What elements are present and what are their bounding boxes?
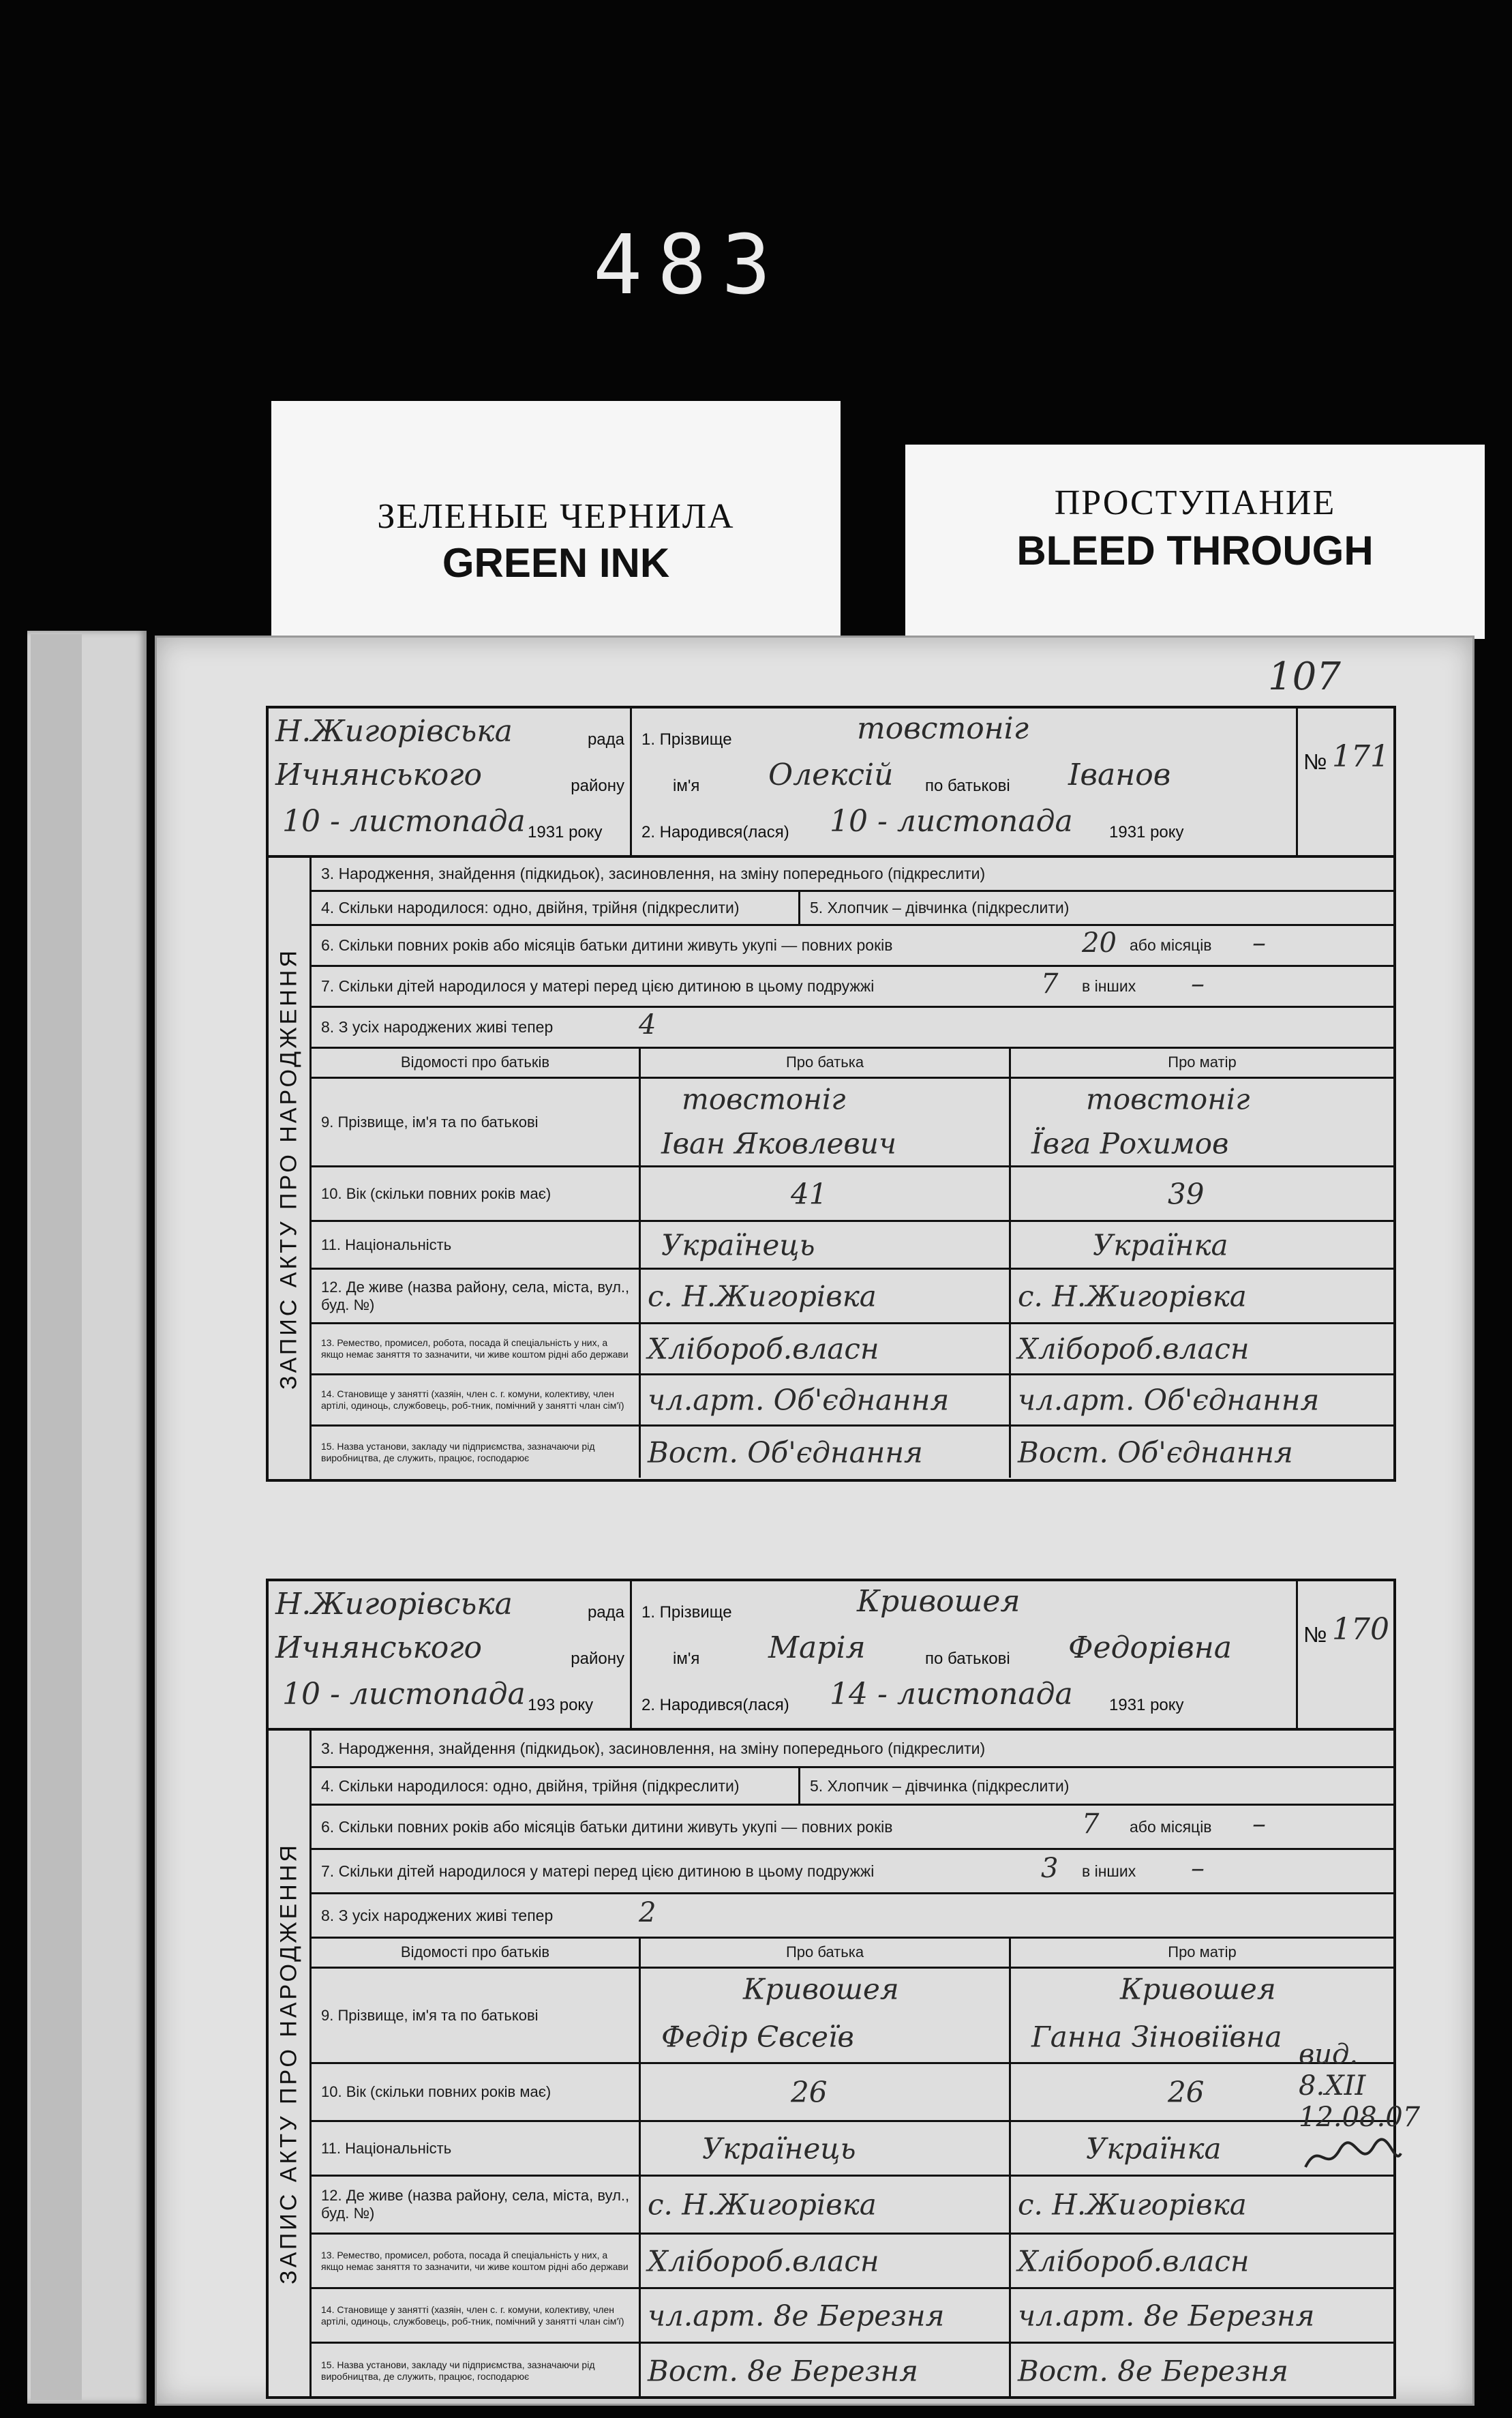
child-patronymic: Іванов [1068, 758, 1171, 792]
mother-col [1011, 1049, 1393, 1478]
child-surname: Кривошея [857, 1584, 1020, 1619]
registry-block [269, 1581, 632, 1728]
mother-position-cell [1011, 2289, 1393, 2344]
child-name: Олексій [768, 758, 894, 792]
green-ink-label-ru: ЗЕЛЕНЫЕ ЧЕРНИЛА [377, 497, 735, 536]
born-year-prefix: 193 [1109, 823, 1137, 841]
record-rows [312, 1731, 1393, 2396]
parents-labels-col [312, 1049, 641, 1478]
row-7-label: 7. Скільки дітей народилося у матері перед цією дитиною в цьому подружжі [321, 977, 875, 995]
years-together: 7 [1082, 1808, 1100, 1840]
p13-label: 13. Ремество, промисел, робота, посада й спеціальність у них, а якщо немає заняття то зазначити, чи живе коштом рідні або держави [321, 2249, 629, 2272]
born-label: 2. Народився(лася) [641, 823, 789, 841]
father-nationality-cell [641, 2122, 1009, 2177]
p14-label: 14. Становище у занятті (хазяін, член с. г. комуни, колективу, член артілі, одиноць, службовець, роб-тник, помічний у занятті члан сім'ї) [321, 2303, 624, 2327]
bleed-through-label-en: BLEED THROUGH [1016, 528, 1374, 573]
row-7 [312, 967, 1393, 1008]
p9-label-cell [312, 1969, 639, 2064]
mother-header: Про матір [1011, 1049, 1393, 1079]
margin-note-line1: вид. [1299, 2039, 1359, 2070]
record-body [269, 858, 1393, 1479]
row-5-label: 5. Хлопчик – дівчинка (підкреслити) [810, 1776, 1070, 1795]
mother-workplace-cell [1011, 2344, 1393, 2398]
father-position: чл.арт. 8е Березня [648, 2299, 945, 2332]
mother-address-cell [1011, 1270, 1393, 1324]
number-label: № [1303, 749, 1327, 774]
born-year-suffix: року [1150, 823, 1184, 841]
father-position-cell [641, 1375, 1009, 1427]
mother-nationality: Українка [1086, 2132, 1222, 2165]
mother-surname: товстоніг [1086, 1082, 1250, 1116]
row-8 [312, 1894, 1393, 1939]
row-6 [312, 926, 1393, 967]
father-occupation-cell [641, 1324, 1009, 1375]
mother-fullname-cell [1011, 1079, 1393, 1167]
record-number: 171 [1332, 739, 1389, 774]
row-3 [312, 1731, 1393, 1768]
mother-surname: Кривошея [1120, 1972, 1276, 2006]
born-year-digit: 1 [1136, 1696, 1146, 1714]
mother-occupation-cell [1011, 2235, 1393, 2289]
birth-record-2 [266, 1579, 1396, 2399]
row-4-5 [312, 892, 1393, 926]
father-workplace: Вост. 8е Березня [648, 2354, 918, 2388]
record-header [269, 708, 1393, 858]
row-4-label: 4. Скільки народилося: одно, двійня, трійня (підкреслити) [312, 892, 800, 924]
children-other: – [1191, 1853, 1205, 1884]
father-age-cell [641, 1167, 1009, 1222]
record-year-suffix: року [559, 1696, 594, 1714]
record-year [528, 1696, 593, 1715]
p15-label-cell [312, 1427, 639, 1478]
record-header [269, 1581, 1393, 1731]
p12-label: 12. Де живе (назва району, села, міста, вул., буд. №) [321, 1278, 630, 1313]
p10-label: 10. Вік (скільки повних років має) [321, 1184, 551, 1202]
p10-label-cell [312, 1167, 639, 1222]
child-surname: товстоніг [857, 711, 1029, 746]
father-occupation: Хлібороб.власн [648, 2244, 879, 2278]
father-surname: товстоніг [682, 1082, 846, 1116]
born-year [1109, 1696, 1184, 1715]
mother-address: с. Н.Жигорівка [1018, 1279, 1247, 1313]
margin-note-line2: 8.XII [1299, 2070, 1366, 2102]
bleed-through-label-ru: ПРОСТУПАНИЕ [1054, 483, 1336, 522]
father-position-cell [641, 2289, 1009, 2344]
father-name: Федір Євсеїв [661, 2020, 854, 2054]
mother-age-cell [1011, 1167, 1393, 1222]
record-number-block [1296, 1581, 1393, 1728]
row-3-label: 3. Народження, знайдення (підкидьок), засиновлення, на зміну попереднього (підкреслити) [321, 865, 986, 882]
born-year-digit: 1 [1136, 823, 1146, 841]
father-address-cell [641, 2177, 1009, 2235]
p15-label-cell [312, 2344, 639, 2398]
p9-label: 9. Прізвище, ім'я та по батькові [321, 1113, 539, 1131]
row-4-5 [312, 1768, 1393, 1806]
father-occupation-cell [641, 2235, 1009, 2289]
born-year [1109, 823, 1184, 842]
father-address-cell [641, 1270, 1009, 1324]
mother-position-cell [1011, 1375, 1393, 1427]
mother-header: Про матір [1011, 1939, 1393, 1969]
rada-label: рада [587, 730, 624, 749]
patronymic-label: по батькові [925, 1650, 1010, 1668]
p13-label-cell [312, 2235, 639, 2289]
parents-table [312, 1939, 1393, 2398]
mother-workplace-cell [1011, 1427, 1393, 1478]
father-col [641, 1939, 1011, 2398]
p11-label: 11. Національність [321, 1236, 452, 1253]
row-7-other-label: в інших [1082, 1862, 1136, 1880]
birth-record-1 [266, 706, 1396, 1482]
children-alive: 2 [639, 1897, 656, 1928]
rada-value: Н.Жигорівська [275, 714, 513, 749]
father-workplace-cell [641, 1427, 1009, 1478]
row-6-label: 6. Скільки повних років або місяців батьки дитини живуть укупі — повних років [321, 936, 893, 954]
mother-occupation-cell [1011, 1324, 1393, 1375]
record-rows [312, 858, 1393, 1479]
p13-label: 13. Ремество, промисел, робота, посада й спеціальність у них, а якщо немає заняття то зазначити, чи живе коштом рідні або держави [321, 1337, 629, 1360]
record-year-prefix: 193 [528, 1696, 556, 1714]
mother-name: Ганна Зіновіївна [1031, 2020, 1282, 2054]
months-together: – [1252, 1808, 1266, 1840]
mother-position: чл.арт. Об'єднання [1018, 1383, 1320, 1417]
row-7 [312, 1850, 1393, 1894]
p15-label: 15. Назва установи, закладу чи підприємства, зазначаючи рід виробництва, де служить, працює, господарює [321, 2359, 595, 2382]
mother-age: 39 [1168, 1177, 1205, 1210]
father-address: с. Н.Жигорівка [648, 2188, 877, 2222]
patronymic-label: по батькові [925, 777, 1010, 795]
p10-label: 10. Вік (скільки повних років має) [321, 2083, 551, 2100]
side-title [269, 1731, 312, 2396]
children-before: 3 [1041, 1853, 1059, 1884]
months-together: – [1252, 927, 1266, 959]
mother-occupation: Хлібороб.власн [1018, 2244, 1250, 2278]
row-8-label: 8. З усіх народжених живі тепер [321, 1906, 554, 1924]
record-number: 170 [1332, 1612, 1389, 1647]
row-4-label: 4. Скільки народилося: одно, двійня, трійня (підкреслити) [312, 1768, 800, 1804]
child-born: 10 - листопада [830, 804, 1073, 839]
born-year-prefix: 193 [1109, 1696, 1137, 1714]
children-other: – [1191, 968, 1205, 1000]
margin-note-line3: 12.08.07 [1299, 2102, 1421, 2133]
number-label: № [1303, 1622, 1327, 1647]
row-6-label: 6. Скільки повних років або місяців батьки дитини живуть укупі — повних років [321, 1817, 893, 1836]
p9-label-cell [312, 1079, 639, 1167]
record-date: 10 - листопада [282, 804, 526, 839]
p11-label-cell [312, 1222, 639, 1270]
father-workplace-cell [641, 2344, 1009, 2398]
father-position: чл.арт. Об'єднання [648, 1383, 950, 1417]
p14-label-cell [312, 1375, 639, 1427]
father-fullname-cell [641, 1079, 1009, 1167]
record-date: 10 - листопада [282, 1677, 526, 1712]
signature-scribble [1299, 2133, 1449, 2181]
raion-label: району [571, 1650, 624, 1668]
row-6-months-label: або місяців [1130, 936, 1212, 954]
record-year-suffix: року [569, 823, 603, 841]
p11-label: 11. Національність [321, 2139, 452, 2157]
father-surname: Кривошея [743, 1972, 899, 2006]
father-fullname-cell [641, 1969, 1009, 2064]
p10-label-cell [312, 2064, 639, 2122]
parents-header: Відомості про батьків [312, 1939, 639, 1969]
father-header: Про батька [641, 1939, 1009, 1969]
row-7-other-label: в інших [1082, 977, 1136, 995]
father-occupation: Хлібороб.власн [648, 1332, 879, 1366]
p9-label: 9. Прізвище, ім'я та по батькові [321, 2006, 539, 2024]
child-patronymic: Федорівна [1068, 1630, 1233, 1665]
side-title [269, 858, 312, 1479]
mother-address: с. Н.Жигорівка [1018, 2188, 1247, 2222]
record-year [528, 823, 603, 842]
children-alive: 4 [639, 1009, 656, 1041]
name-label: ім'я [673, 777, 700, 795]
record-year-prefix: 193 [528, 823, 556, 841]
p12-label-cell [312, 2177, 639, 2235]
born-year-suffix: року [1150, 1696, 1184, 1714]
p13-label-cell [312, 1324, 639, 1375]
father-age: 41 [791, 1177, 828, 1210]
bleed-through-label [905, 445, 1485, 639]
child-born: 14 - листопада [830, 1677, 1073, 1712]
child-name: Марія [768, 1630, 866, 1665]
margin-note [1299, 2039, 1449, 2181]
green-ink-label-en: GREEN INK [442, 540, 670, 586]
side-title-text: ЗАПИС АКТУ ПРО НАРОДЖЕННЯ [275, 1842, 302, 2284]
page-number-handwritten: 107 [1268, 655, 1341, 699]
row-3-label: 3. Народження, знайдення (підкидьок), засиновлення, на зміну попереднього (підкреслити) [321, 1739, 986, 1757]
mother-address-cell [1011, 2177, 1393, 2235]
father-name: Іван Яковлевич [661, 1126, 897, 1161]
mother-age: 26 [1168, 2075, 1205, 2109]
mother-workplace: Вост. 8е Березня [1018, 2354, 1288, 2388]
row-8 [312, 1008, 1393, 1049]
mother-position: чл.арт. 8е Березня [1018, 2299, 1315, 2332]
father-col [641, 1049, 1011, 1478]
row-6 [312, 1806, 1393, 1850]
registry-block [269, 708, 632, 855]
mother-nationality: Українка [1093, 1228, 1228, 1262]
p11-label-cell [312, 2122, 639, 2177]
p14-label-cell [312, 2289, 639, 2344]
child-block [632, 708, 1296, 855]
record-year-digit: 1 [555, 823, 564, 841]
surname-label: 1. Прізвище [641, 1603, 732, 1622]
row-7-label: 7. Скільки дітей народилося у матері перед цією дитиною в цьому подружжі [321, 1862, 875, 1880]
mother-name: Ївга Рохимов [1031, 1126, 1229, 1161]
mother-nationality-cell [1011, 1222, 1393, 1270]
parents-header: Відомості про батьків [312, 1049, 639, 1079]
child-block [632, 1581, 1296, 1728]
row-8-label: 8. З усіх народжених живі тепер [321, 1018, 554, 1036]
father-nationality: Українець [702, 2132, 856, 2165]
years-together: 20 [1082, 927, 1117, 959]
mother-workplace: Вост. Об'єднання [1018, 1435, 1293, 1469]
p15-label: 15. Назва установи, закладу чи підприємства, зазначаючи рід виробництва, де служить, працює, господарює [321, 1440, 595, 1463]
p12-label: 12. Де живе (назва району, села, міста, вул., буд. №) [321, 2187, 630, 2222]
father-nationality: Українець [661, 1228, 815, 1262]
parents-table [312, 1049, 1393, 1478]
born-label: 2. Народився(лася) [641, 1696, 789, 1714]
row-5-label: 5. Хлопчик – дівчинка (підкреслити) [810, 899, 1070, 916]
parents-labels-col [312, 1939, 641, 2398]
rada-label: рада [587, 1603, 624, 1622]
record-number-block [1296, 708, 1393, 855]
children-before: 7 [1041, 968, 1059, 1000]
surname-label: 1. Прізвище [641, 730, 732, 749]
archive-number: 483 [593, 218, 786, 313]
father-workplace: Вост. Об'єднання [648, 1435, 923, 1469]
record-body [269, 1731, 1393, 2396]
previous-page-shadow [31, 634, 82, 2400]
p12-label-cell [312, 1270, 639, 1324]
rada-value: Н.Жигорівська [275, 1587, 513, 1622]
raion-value: Ичнянського [275, 758, 482, 792]
row-3 [312, 858, 1393, 892]
signature-icon [1299, 2133, 1408, 2181]
row-6-months-label: або місяців [1130, 1817, 1212, 1836]
father-age-cell [641, 2064, 1009, 2122]
p14-label: 14. Становище у занятті (хазяін, член с. г. комуни, колективу, член артілі, одиноць, службовець, роб-тник, помічний у занятті члан сім'ї) [321, 1388, 624, 1411]
father-nationality-cell [641, 1222, 1009, 1270]
name-label: ім'я [673, 1650, 700, 1668]
father-age: 26 [791, 2075, 828, 2109]
raion-value: Ичнянського [275, 1630, 482, 1665]
green-ink-label [271, 401, 841, 641]
father-address: с. Н.Жигорівка [648, 1279, 877, 1313]
side-title-text: ЗАПИС АКТУ ПРО НАРОДЖЕННЯ [275, 947, 302, 1390]
raion-label: району [571, 777, 624, 795]
father-header: Про батька [641, 1049, 1009, 1079]
mother-occupation: Хлібороб.власн [1018, 1332, 1250, 1366]
